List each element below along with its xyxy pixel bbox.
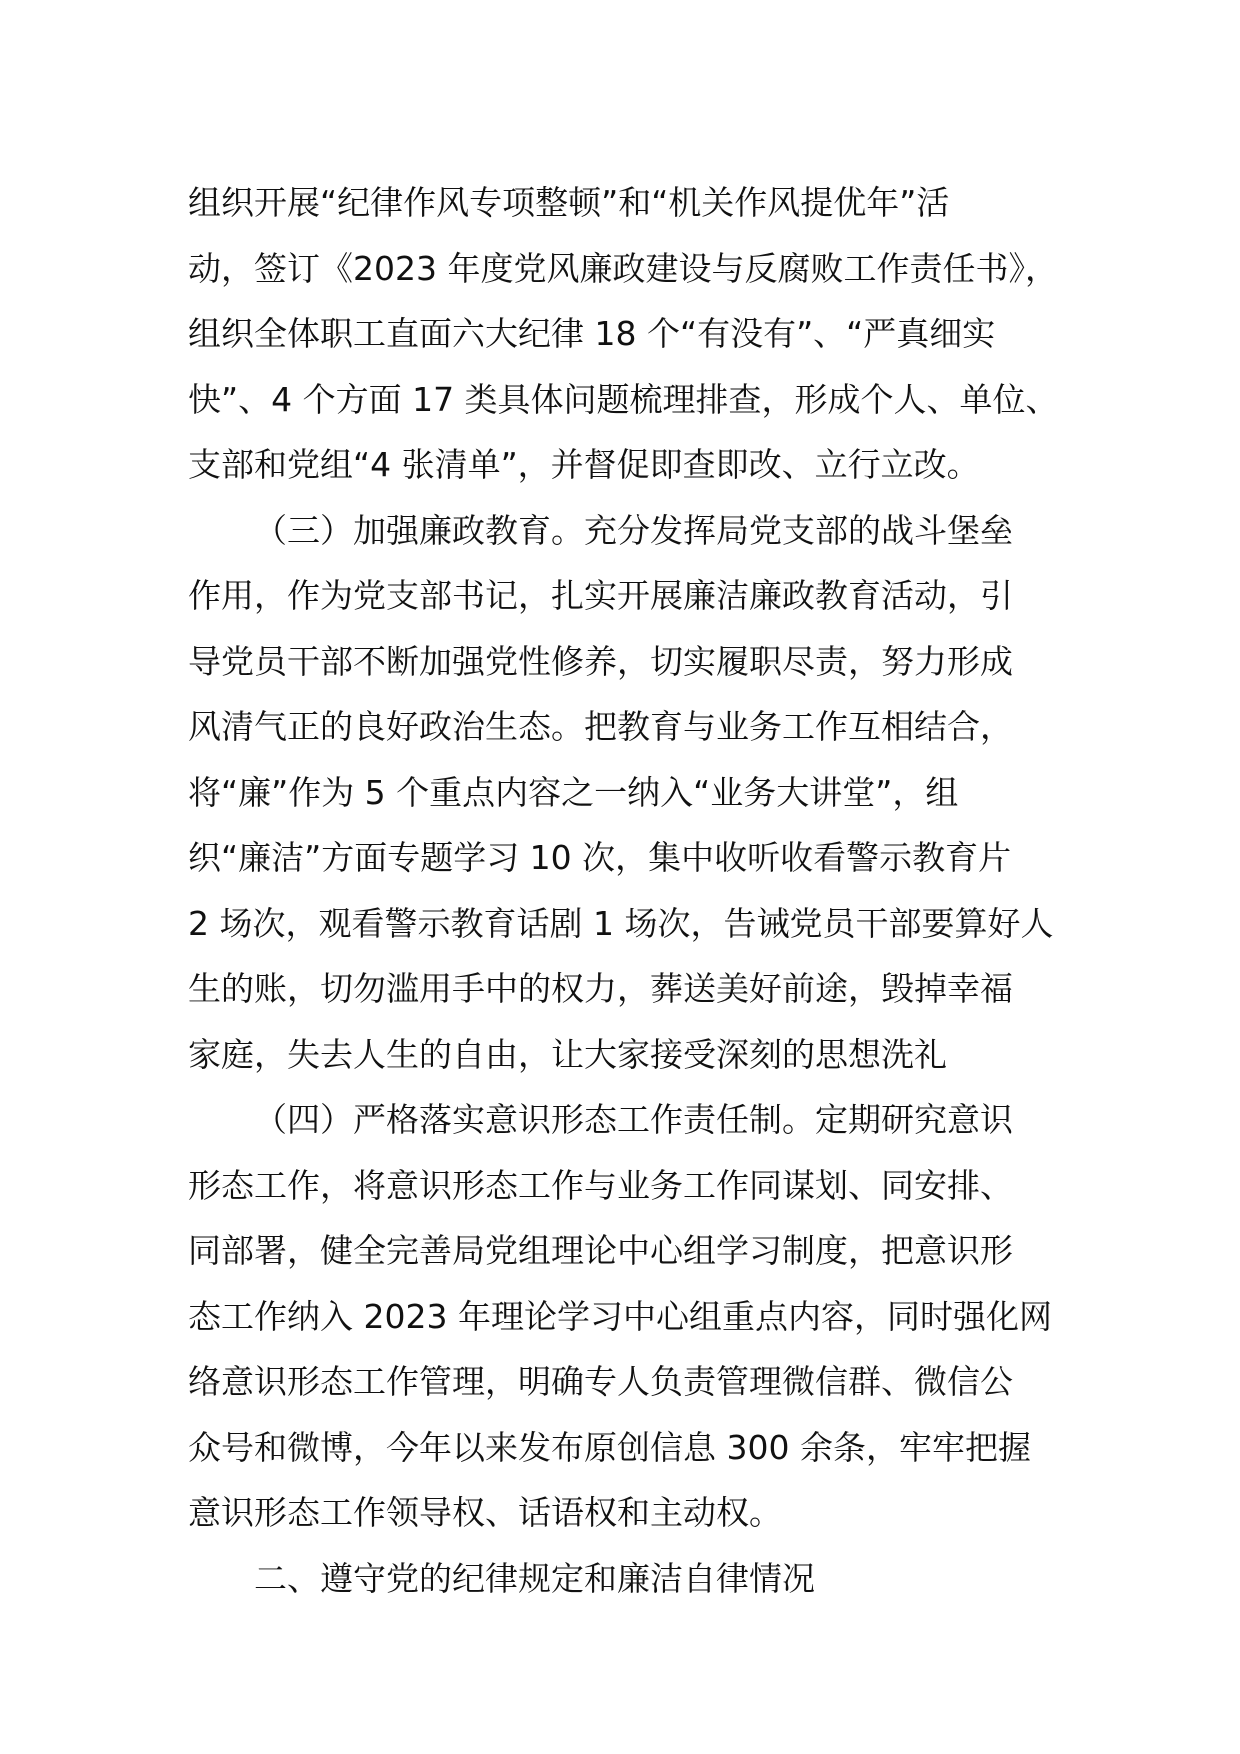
text-line: 2 场次，观看警示教育话剧 1 场次，告诫党员干部要算好人 <box>188 903 1054 943</box>
text-line: 组织开展“纪律作风专项整顿”和“机关作风提优年”活 <box>188 183 950 222</box>
text-line: 形态工作，将意识形态工作与业务工作同谋划、同安排、 <box>188 1165 1013 1205</box>
text-line: 生的账，切勿滥用手中的权力，葬送美好前途，毁掉幸福 <box>188 969 1013 1008</box>
text-line: 家庭，失去人生的自由，让大家接受深刻的思想洗礼 <box>188 1034 947 1074</box>
text-line: 态工作纳入 2023 年理论学习中心组重点内容，同时强化网 <box>188 1296 1052 1336</box>
text-line: 织“廉洁”方面专题学习 10 次，集中收听收看警示教育片 <box>188 838 1012 877</box>
chapter-heading-2: 二、遵守党的纪律规定和廉洁自律情况 <box>254 1558 815 1598</box>
text-line: 风清气正的良好政治生态。把教育与业务工作互相结合， <box>188 707 1013 746</box>
text-line: 同部署，健全完善局党组理论中心组学习制度，把意识形 <box>188 1231 1013 1270</box>
text-line: 动，签订《2023 年度党风廉政建设与反腐败工作责任书》， <box>188 248 1058 288</box>
section-heading-4: （四）严格落实意识形态工作责任制。定期研究意识 <box>254 1100 1013 1139</box>
section-heading-3: （三）加强廉政教育。充分发挥局党支部的战斗堡垒 <box>254 510 1013 550</box>
text-line: 支部和党组“4 张清单”，并督促即查即改、立行立改。 <box>188 445 980 484</box>
text-line: 络意识形态工作管理，明确专人负责管理微信群、微信公 <box>188 1362 1013 1401</box>
text-line: 组织全体职工直面六大纪律 18 个“有没有”、“严真细实 <box>188 314 996 353</box>
text-line: 导党员干部不断加强党性修养，切实履职尽责，努力形成 <box>188 641 1013 681</box>
text-line: 将“廉”作为 5 个重点内容之一纳入“业务大讲堂”，组 <box>188 772 959 812</box>
text-line: 意识形态工作领导权、话语权和主动权。 <box>188 1493 782 1532</box>
text-line: 快”、4 个方面 17 类具体问题梳理排查，形成个人、单位、 <box>188 379 1059 419</box>
body-text <box>188 170 1088 1611</box>
text-line: 作用，作为党支部书记，扎实开展廉洁廉政教育活动，引 <box>188 576 1013 615</box>
text-line: 众号和微博，今年以来发布原创信息 300 余条，牢牢把握 <box>188 1427 1031 1467</box>
